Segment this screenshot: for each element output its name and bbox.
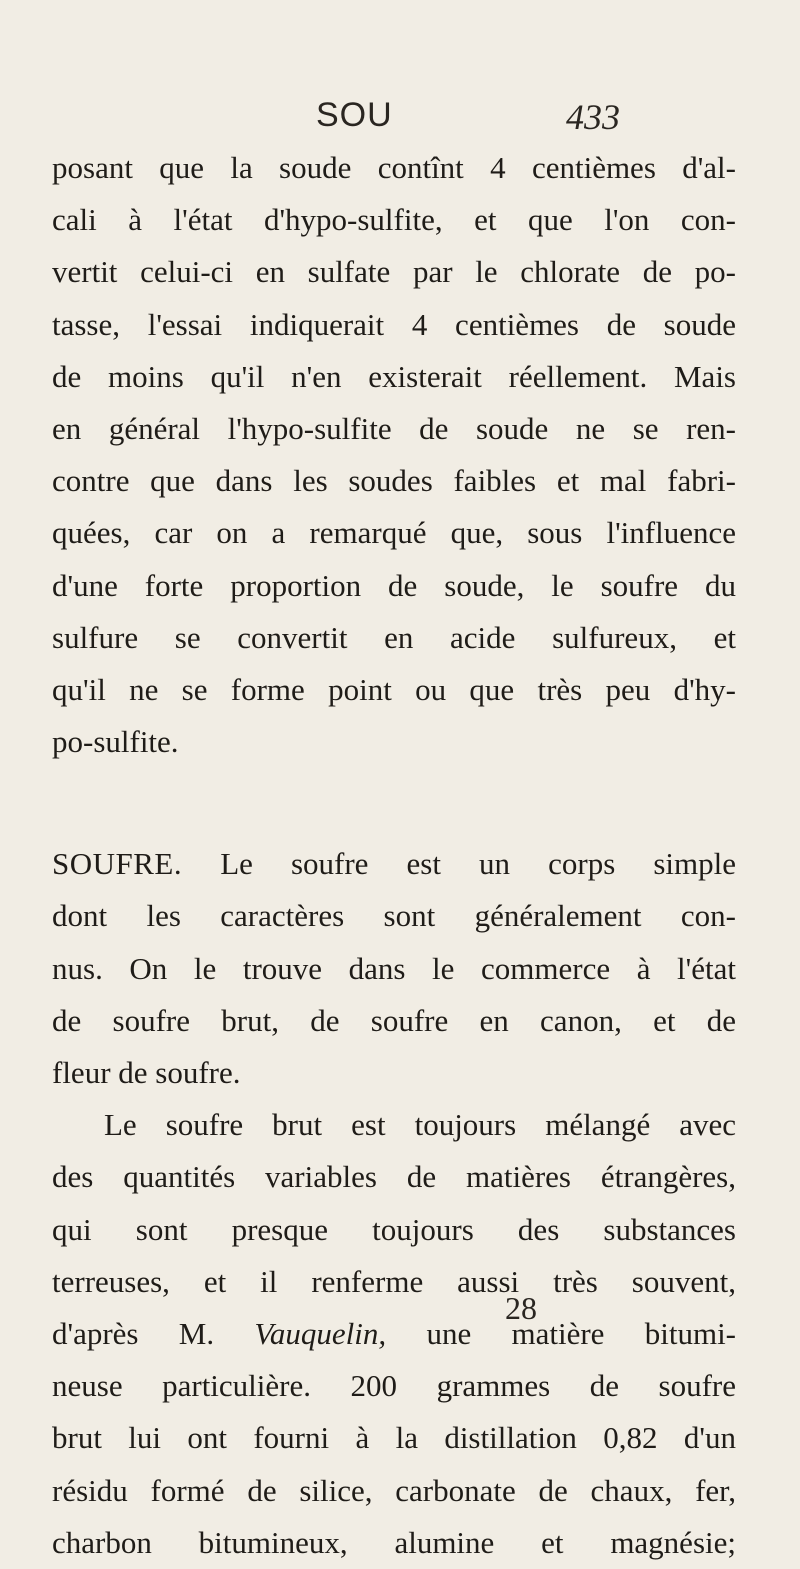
text-line: qu'il ne se forme point ou que très peu d'hy- [52, 671, 736, 707]
text-line: nus. On le trouve dans le commerce à l'état [52, 950, 736, 986]
text-line: po-sulfite. [52, 724, 179, 760]
text-line: fleur de soufre. [52, 1055, 241, 1090]
text-fragment: une matière bitumi- [426, 1315, 737, 1351]
text-line: qui sont presque toujours des substances [52, 1211, 736, 1247]
text-line: Le soufre brut est toujours mélangé avec [104, 1107, 736, 1143]
text-line: contre que dans les soudes faibles et mal fabri- [52, 463, 736, 499]
text-line: résidu formé de silice, carbonate de chaux, fer, [52, 1472, 736, 1508]
entry-first-line-text: Le soufre est un corps simple [220, 846, 736, 882]
text-line: posant que la soude contînt 4 centièmes d'al- [52, 150, 736, 185]
text-line: de soufre brut, de soufre en canon, et de [52, 1002, 736, 1038]
text-fragment: d'après M. [52, 1315, 215, 1351]
running-head: SOU [316, 96, 393, 134]
page-header [0, 96, 800, 146]
text-line: de moins qu'il n'en existerait réellement. Mais [52, 358, 736, 394]
text-line: sulfure se convertit en acide sulfureux, et [52, 619, 736, 655]
page-number: 433 [566, 97, 620, 137]
text-line: dont les caractères sont généralement con- [52, 898, 736, 934]
person-name: Vauquelin, [254, 1315, 387, 1351]
text-line: brut lui ont fourni à la distillation 0,82 d'un [52, 1420, 736, 1456]
entry-headword: SOUFRE. [52, 846, 183, 882]
text-line: tasse, l'essai indiquerait 4 centièmes de soude [52, 306, 736, 342]
signature-mark: 28 [505, 1290, 537, 1326]
text-line: terreuses, et il renferme aussi très souvent, [52, 1263, 736, 1299]
entry-first-line [52, 838, 736, 890]
text-line: des quantités variables de matières étrangères, [52, 1159, 736, 1195]
text-line: vertit celui-ci en sulfate par le chlorate de po- [52, 254, 736, 290]
text-line: cali à l'état d'hypo-sulfite, et que l'on con- [52, 202, 736, 238]
text-line-with-name [52, 1308, 736, 1360]
text-line: en général l'hypo-sulfite de soude ne se ren- [52, 410, 736, 446]
text-line: charbon bitumineux, alumine et magnésie; [52, 1524, 736, 1560]
text-line: quées, car on a remarqué que, sous l'influence [52, 515, 736, 551]
text-line: neuse particulière. 200 grammes de soufre [52, 1368, 736, 1404]
body-text [52, 142, 736, 1569]
text-line: d'une forte proportion de soude, le soufre du [52, 567, 736, 603]
